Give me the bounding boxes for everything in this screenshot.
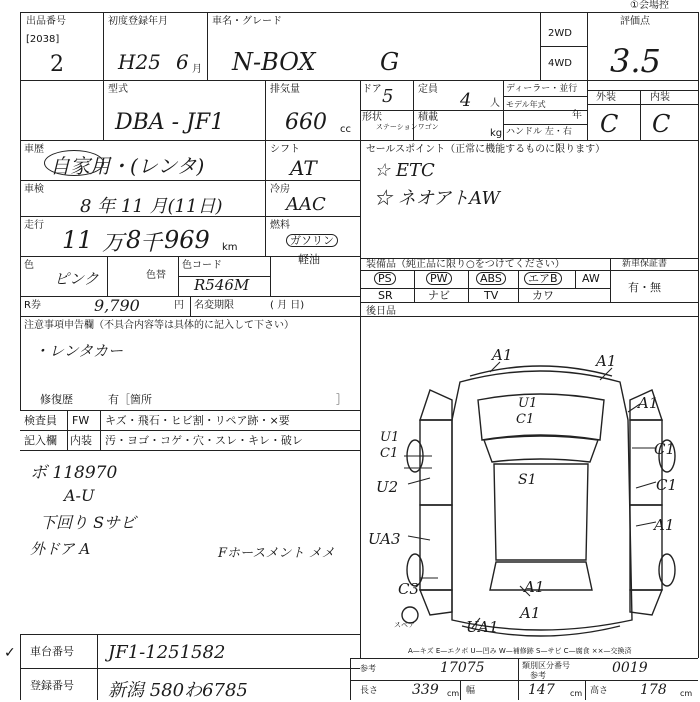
year-unit: 年: [572, 110, 582, 121]
displacement-unit: cc: [340, 124, 351, 135]
equip-aw: AW: [582, 272, 600, 285]
dealer-label: ディーラー・並行: [506, 84, 578, 94]
first-reg-month: 6: [176, 50, 189, 74]
score-label: 評価点: [620, 16, 650, 27]
inspector-note-2: A-U: [64, 486, 95, 505]
capacity-value: 4: [460, 90, 472, 111]
history-value: 自家用・(レンタ): [50, 154, 205, 178]
shape-value: ステーションワゴン: [376, 123, 439, 131]
damage-mark: C1: [516, 412, 535, 427]
mileage-1k: 8: [126, 226, 142, 254]
load-unit: kg: [490, 128, 503, 139]
mileage-rest: 969: [164, 226, 210, 254]
inspector-note-4: 外ドア A: [30, 540, 91, 558]
check-mark: ✓: [4, 645, 16, 661]
top-partial-label: ①会場控: [630, 0, 669, 11]
chassis-label: 車台番号: [30, 645, 74, 658]
width-value: 147: [528, 682, 555, 698]
inspection-label: 車検: [24, 184, 44, 195]
ref-1-label: 参考: [360, 664, 376, 673]
shape-label: 形状: [362, 112, 382, 123]
rear-items-label: 後日品: [366, 306, 396, 317]
inspector-note-3: 下回り Sサビ: [40, 513, 137, 532]
damage-mark: C1: [654, 440, 676, 458]
exterior-label: 外装: [596, 92, 616, 103]
height-unit: cm: [680, 689, 693, 698]
equip-ps: PS: [374, 272, 396, 285]
ac-label: 冷房: [270, 184, 290, 195]
color-value: ピンク: [54, 270, 99, 288]
interior-check-items: 汚・ヨゴ・コゲ・穴・スレ・キレ・破レ: [105, 434, 303, 447]
name-change-value: ( 月 日): [270, 300, 305, 311]
lot-label: 出品番号: [26, 16, 66, 27]
fw-label: FW: [72, 414, 90, 427]
length-unit: cm: [447, 689, 460, 698]
repair-history-label: 修復歴: [40, 393, 73, 406]
model-year-label: モデル年式: [506, 100, 546, 109]
ref-2-label: 参考: [530, 671, 546, 680]
month-unit: 月: [192, 64, 202, 75]
inspector-note-1: ボ 118970: [30, 463, 118, 483]
inspector-entry-label: 記入欄: [24, 434, 57, 447]
equip-abs: ABS: [476, 272, 506, 285]
yen-unit: 円: [174, 300, 184, 311]
interior-label: 内装: [650, 92, 670, 103]
inspector-label: 検査員: [24, 414, 57, 427]
drive-4wd: 4WD: [548, 58, 572, 69]
repair-history-close: ］: [336, 393, 347, 406]
equip-navi: ナビ: [428, 289, 450, 302]
score-value: 3.5: [610, 42, 661, 80]
repair-history-value: 有［箇所: [108, 393, 152, 406]
name-change-label: 名変期限: [194, 300, 234, 311]
damage-mark: U1: [380, 430, 400, 445]
height-label: 高さ: [590, 686, 609, 696]
width-unit: cm: [570, 689, 583, 698]
lot-number: 2: [50, 52, 64, 77]
color-code-label: 色コード: [182, 260, 222, 271]
equip-tv: TV: [484, 289, 499, 302]
color-change-label: 色替: [146, 270, 166, 281]
exterior-grade: C: [600, 110, 619, 138]
damage-mark: U1: [518, 396, 538, 411]
registration-number: 新潟 580わ6785: [108, 680, 248, 701]
door-label: ドア: [362, 84, 382, 95]
equipment-title: 装備品（純正品に限り○をつけてください）: [366, 259, 565, 270]
color-label: 色: [24, 260, 34, 271]
right-rear-fender: [630, 590, 662, 615]
damage-mark: A1: [654, 516, 675, 534]
mileage-label: 走行: [24, 220, 44, 231]
sales-point-2: ☆ ネオアトAW: [374, 188, 500, 209]
door-value: 5: [382, 86, 394, 107]
load-label: 積載: [418, 112, 438, 123]
height-value: 178: [640, 682, 667, 698]
displacement-label: 排気量: [270, 84, 300, 95]
equip-pw: PW: [426, 272, 452, 285]
first-reg-era: H25: [118, 50, 161, 74]
chassis-number: JF1-1251582: [108, 642, 226, 663]
damage-mark: A1: [492, 346, 513, 364]
ref-2-value: 0019: [612, 660, 648, 676]
left-rear-door: [420, 505, 452, 590]
equip-airbag: エアB: [524, 272, 562, 285]
damage-mark: C1: [380, 446, 399, 461]
damage-mark: C1: [656, 476, 678, 494]
ac-value: AAC: [286, 194, 326, 215]
capacity-unit: 人: [490, 98, 500, 109]
mileage-10k-unit: 万: [102, 231, 125, 256]
category-label: 類別区分番号: [522, 661, 570, 670]
fuel-label: 燃料: [270, 220, 290, 231]
ref-1-value: 17075: [440, 660, 485, 676]
damage-mark: A1: [596, 352, 617, 370]
damage-mark: A1: [524, 578, 545, 596]
equip-sr: SR: [378, 289, 393, 302]
damage-mark: UA1: [466, 618, 499, 636]
mileage-1k-unit: 千: [140, 231, 163, 256]
damage-mark: U2: [376, 478, 399, 496]
left-front-fender: [420, 390, 452, 420]
sales-point-1: ☆ ETC: [374, 160, 435, 181]
lot-code: [2038]: [26, 34, 60, 45]
drive-2wd: 2WD: [548, 28, 572, 39]
mileage-unit: km: [222, 242, 238, 253]
history-label: 車歴: [24, 144, 44, 155]
hood: [478, 394, 604, 440]
width-label: 幅: [466, 686, 476, 696]
fuel-gas: ガソリン: [286, 234, 338, 247]
length-label: 長さ: [360, 686, 379, 696]
spare-label: スペア: [394, 621, 415, 629]
fw-items: キズ・飛石・ヒビ割・リペア跡・×要: [105, 414, 290, 427]
interior-grade: C: [652, 110, 671, 138]
fuel-diesel: 軽油: [298, 253, 320, 266]
notes-label: 注意事項申告欄（不具合内容等は具体的に記入して下さい）: [24, 320, 294, 331]
model-value: DBA - JF1: [115, 110, 225, 135]
mileage-10k: 11: [62, 226, 93, 254]
interior-check-label: 内装: [70, 434, 92, 447]
shift-label: シフト: [270, 144, 300, 155]
new-car-warranty-label: 新車保証書: [622, 259, 668, 269]
damage-mark: A1: [638, 394, 659, 412]
damage-mark: S1: [518, 472, 537, 488]
length-value: 339: [412, 682, 439, 698]
damage-legend: A—キズ E—エクボ U—凹み W—補修跡 S—サビ C—腐食 ××—交換済: [408, 647, 632, 655]
roof: [494, 464, 588, 560]
first-reg-label: 初度登録年月: [108, 16, 168, 27]
inspector-note-5: Fホースメント メメ: [218, 546, 335, 561]
windshield: [484, 436, 598, 462]
inspection-value: 8 年 11 月(11日): [80, 196, 223, 217]
handle-label: ハンドル 左・右: [506, 127, 572, 137]
name-grade-label: 車名・グレード: [212, 16, 282, 27]
r-ticket-label: R券: [24, 300, 41, 311]
color-code-value: R546M: [194, 276, 250, 294]
damage-mark: UA3: [368, 530, 401, 548]
car-name: N-BOX: [232, 48, 316, 76]
displacement-value: 660: [285, 110, 327, 135]
car-grade: G: [380, 48, 400, 76]
new-car-warranty-value: 有・無: [628, 281, 661, 294]
registration-label: 登録番号: [30, 679, 74, 692]
damage-mark: C3: [398, 580, 420, 598]
left-rear-fender: [420, 590, 452, 615]
model-label: 型式: [108, 84, 128, 95]
left-front-door: [420, 420, 452, 505]
shift-value: AT: [290, 156, 317, 180]
capacity-label: 定員: [418, 84, 438, 95]
notes-line-1: ・レンタカー: [34, 342, 124, 360]
r-ticket-amount: 9,790: [94, 296, 140, 315]
sales-point-title: セールスポイント（正常に機能するものに限ります）: [366, 144, 606, 155]
equip-leather: カワ: [532, 289, 554, 302]
damage-mark: A1: [520, 604, 541, 622]
